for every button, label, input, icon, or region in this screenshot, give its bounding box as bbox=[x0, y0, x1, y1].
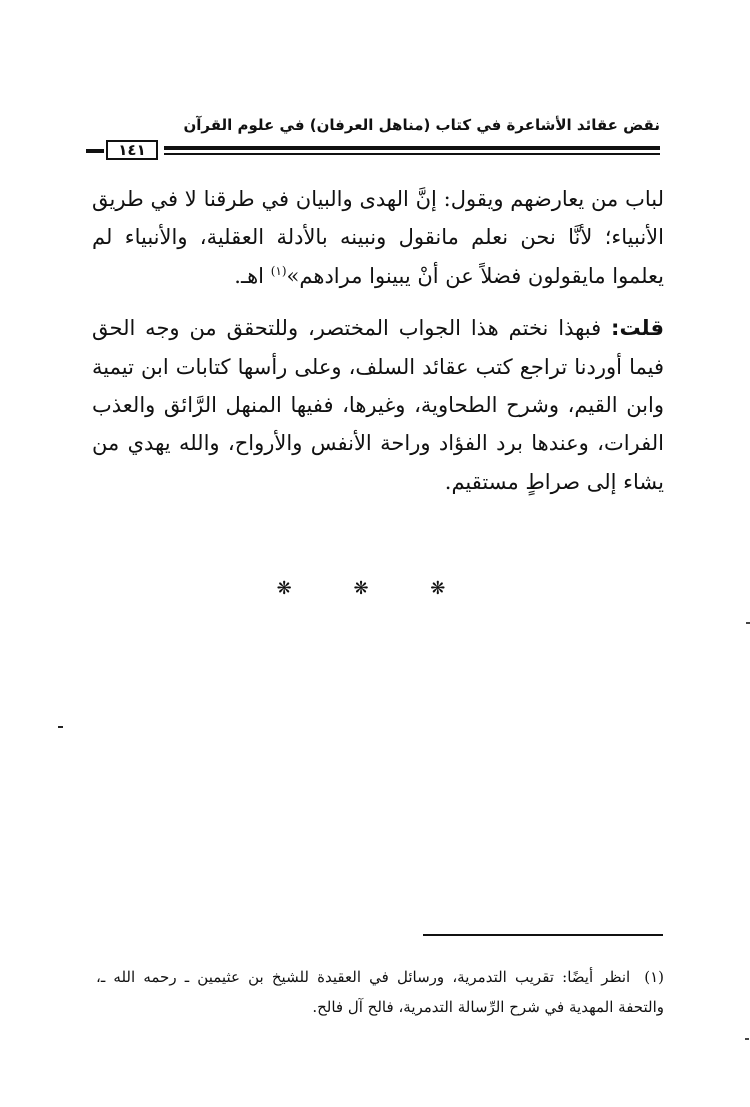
footnote-text: انظر أيضًا: تقريب التدمرية، ورسائل في العقيدة للشيخ بن عثيمين ـ رحمه الله ـ، والتحفة المهدية في شرح الرِّسالة التدمرية، فالح آل فالح. bbox=[96, 968, 664, 1016]
scan-speck bbox=[58, 726, 63, 728]
footnote-reference[interactable]: (١) bbox=[270, 263, 287, 278]
paragraph-2 bbox=[92, 309, 664, 501]
page-number: ١٤١ bbox=[106, 140, 158, 160]
paragraph-2-lead: قلت: bbox=[611, 316, 664, 341]
scan-speck bbox=[745, 1038, 749, 1040]
section-separator: ❋ ❋ ❋ bbox=[276, 578, 474, 599]
header-title: نقض عقائد الأشاعرة في كتاب (مناهل العرفان) في علوم القرآن bbox=[183, 116, 660, 134]
header-rule-thick bbox=[164, 146, 660, 150]
paragraph-1-ending: اهـ. bbox=[234, 263, 265, 288]
main-text bbox=[92, 180, 664, 501]
footnote-marker: (١) bbox=[644, 968, 664, 986]
paragraph-2-text: فبهذا نختم هذا الجواب المختصر، وللتحقق من وجه الحق فيما أوردنا تراجع كتب عقائد السلف، وعلى رأسها كتابات ابن تيمية وابن القيم، وشرح الطحاوية، وغيرها، ففيها المنهل الرَّائق والعذب الفرات، وعندها برد الفؤاد وراحة الأنفس والأرواح، والله يهدي من يشاء إلى صراطٍ مستقيم. bbox=[92, 316, 664, 494]
running-header bbox=[100, 116, 660, 162]
footnote-rule bbox=[423, 934, 663, 936]
paragraph-1 bbox=[92, 180, 664, 295]
footnote bbox=[96, 962, 664, 1022]
header-rule-thin bbox=[164, 153, 660, 155]
paragraph-1-text: لباب من يعارضهم ويقول: إنَّ الهدى والبيان في طرقنا لا في طريق الأنبياء؛ لأنَّا نحن نعلم مانقول ونبينه بالأدلة العقلية، والأنبياء لم يعلموا مايقولون فضلاً عن أنْ يبينوا مرادهم» bbox=[92, 187, 664, 288]
header-rule-left bbox=[86, 149, 104, 153]
scan-speck bbox=[746, 622, 750, 624]
